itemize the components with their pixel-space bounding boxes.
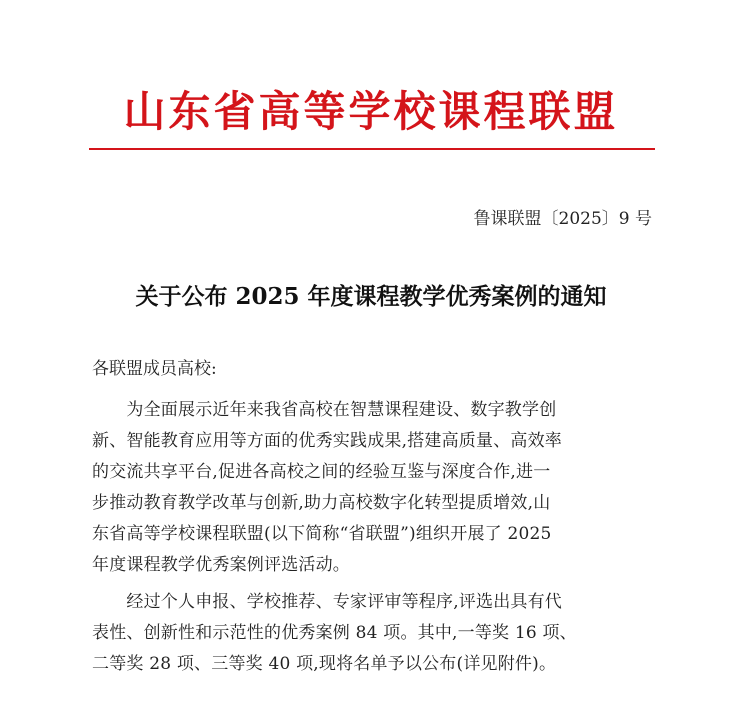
body-line: 的交流共享平台,促进各高校之间的经验互鉴与深度合作,进一 [92,462,551,482]
notice-title: 关于公布 2025 年度课程教学优秀案例的通知 [135,283,607,310]
body-line: 为全面展示近年来我省高校在智慧课程建设、数字教学创 [92,400,557,420]
salutation: 各联盟成员高校: [92,359,217,379]
body-text [92,396,658,681]
organization-title: 山东省高等学校课程联盟 [123,87,619,136]
body-line: 东省高等学校课程联盟(以下简称“省联盟”)组织开展了 2025 [92,524,552,544]
red-header-rule [89,148,655,150]
document-number: 鲁课联盟〔2025〕9 号 [473,209,652,229]
body-line: 二等奖 28 项、三等奖 40 项,现将名单予以公布(详见附件)。 [92,654,557,674]
body-line: 年度课程教学优秀案例评选活动。 [92,555,350,575]
body-line: 表性、创新性和示范性的优秀案例 84 项。其中,一等奖 16 项、 [92,623,577,643]
body-line: 经过个人申报、学校推荐、专家评审等程序,评选出具有代 [92,592,563,612]
body-line: 新、智能教育应用等方面的优秀实践成果,搭建高质量、高效率 [92,431,563,451]
body-line: 步推动教育教学改革与创新,助力高校数字化转型提质增效,山 [92,493,551,513]
